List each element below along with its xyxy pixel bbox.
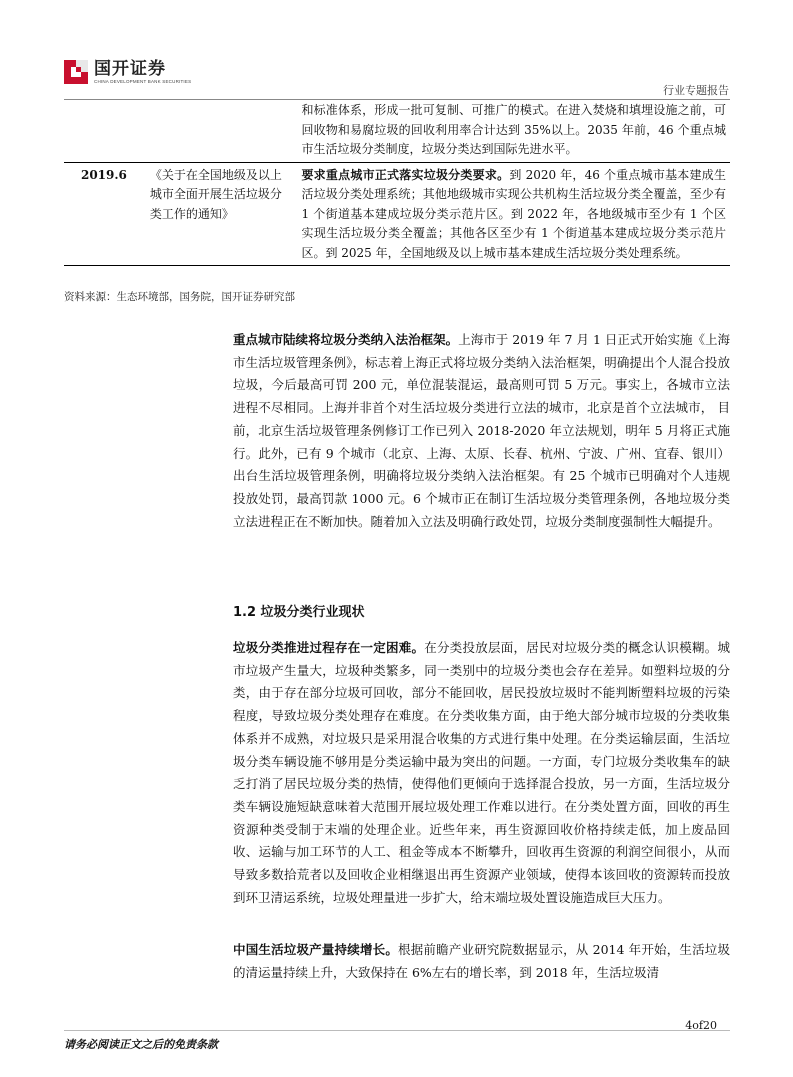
footer-divider [64,1030,730,1031]
disclaimer-text: 请务必阅读正文之后的免责条款 [64,1038,218,1051]
paragraph-lead: 重点城市陆续将垃圾分类纳入法治框架。 [233,332,459,347]
table-cell-description [297,162,730,266]
logo-subtitle: CHINA DEVELOPMENT BANK SECURITIES [94,79,192,84]
paragraph-growth [233,939,730,984]
paragraph-difficulties [233,637,730,909]
description-highlight: 要求重点城市正式落实垃圾分类要求。 [301,167,510,182]
table-source: 资料来源：生态环境部，国务院，国开证券研究部 [64,291,295,303]
section-heading: 1.2 垃圾分类行业现状 [233,605,365,620]
header-divider [64,99,730,100]
table-cell-document: 《关于在全国地级及以上城市全面开展生活垃圾分类工作的通知》 [144,162,298,266]
table-cell-date: 2019.6 [64,162,144,266]
policy-table [64,101,730,266]
paragraph-lead: 中国生活垃圾产量持续增长。 [233,942,399,957]
table-cell-date [64,101,144,162]
table-row [64,101,730,162]
paragraph-body: 根据前瞻产业研究院数据显示，从 2014 年开始，生活垃圾的清运量持续上升，大致保持在 6%左右的增长率，到 2018 年，生活垃圾清 [233,942,730,980]
table-row [64,162,730,266]
paragraph-lead: 垃圾分类推进过程存在一定困难。 [233,640,425,655]
report-type-label: 行业专题报告 [663,84,729,97]
paragraph-legislation [233,329,730,533]
table-cell-document [144,101,298,162]
company-logo [64,54,194,90]
page-number: 4of20 [685,1019,717,1032]
paragraph-body: 在分类投放层面，居民对垃圾分类的概念认识模糊。城市垃圾产生量大，垃圾种类繁多，同一类别中的垃圾分类也会存在差异。如塑料垃圾的分类，由于存在部分垃圾可回收，部分不能回收，居民投放垃圾时不能判断塑料垃圾的污染程度，导致垃圾分类处理存在难度。在分类收集方面，由于绝大部分城市垃圾的分类收集体系并不成熟，对垃圾只是采用混合收集的方式进行集中处理。在分类运输层面，生活垃圾分类车辆设施不够用是分类运输中最为突出的问题。一方面，专门垃圾分类收集车的缺乏打消了居民垃圾分类的热情，使得他们更倾向于选择混合投放，另一方面，生活垃圾分类车辆设施短缺意味着大范围开展垃圾处理工作难以进行。在分类处置方面，回收的再生资源种类受制于末端的处理企业。近些年来，再生资源回收价格持续走低，加上废品回收、运输与加工环节的人工、租金等成本不断攀升，回收再生资源的利润空间很小，从而导致多数拾荒者以及回收企业相继退出再生资源产业领域，使得本该回收的资源转而投放到环卫清运系统，垃圾处理量进一步扩大，给末端垃圾处置设施造成巨大压力。 [233,640,730,905]
description-text: 到 2020 年，46 个重点城市基本建成生活垃圾分类处理系统；其他地级城市实现公共机构生活垃圾分类全覆盖，至少有 1 个街道基本建成垃圾分类示范片区。到 2022 年，各地级城市至少有 1 个区实现生活垃圾分类全覆盖；其他各区至少有 1 个街道基本建成垃圾分类示范片区。到 2025 年，全国地级及以上城市基本建成生活垃圾分类处理系统。 [301,167,726,260]
logo-mark-icon [64,60,88,84]
paragraph-body: 上海市于 2019 年 7 月 1 日正式开始实施《上海市生活垃圾管理条例》，标志着上海正式将垃圾分类纳入法治框架，明确提出个人混合投放垃圾，今后最高可罚 200 元，单位混装混运，最高则可罚 5 万元。事实上，各城市立法进程不尽相同。上海并非首个对生活垃圾分类进行立法的城市，北京是首个立法城市， 目前，北京生活垃圾管理条例修订工作已列入 2018-2020 年立法规划，明年 5 月将正式施行。此外，已有 9 个城市（北京、上海、太原、长春、杭州、宁波、广州、宜春、银川）出台生活垃圾管理条例，明确将垃圾分类纳入法治框架。有 25 个城市已明确对个人违规投放处罚，最高罚款 1000 元。6 个城市正在制订生活垃圾分类管理条例，各地垃圾分类立法进程正在不断加快。随着加入立法及明确行政处罚，垃圾分类制度强制性大幅提升。 [233,332,730,529]
logo-name: 国开证券 [94,59,166,79]
table-cell-description: 和标准体系，形成一批可复制、可推广的模式。在进入焚烧和填埋设施之前，可回收物和易腐垃圾的回收利用率合计达到 35%以上。2035 年前，46 个重点城市生活垃圾分类制度，垃圾分类达到国际先进水平。 [301,103,726,156]
